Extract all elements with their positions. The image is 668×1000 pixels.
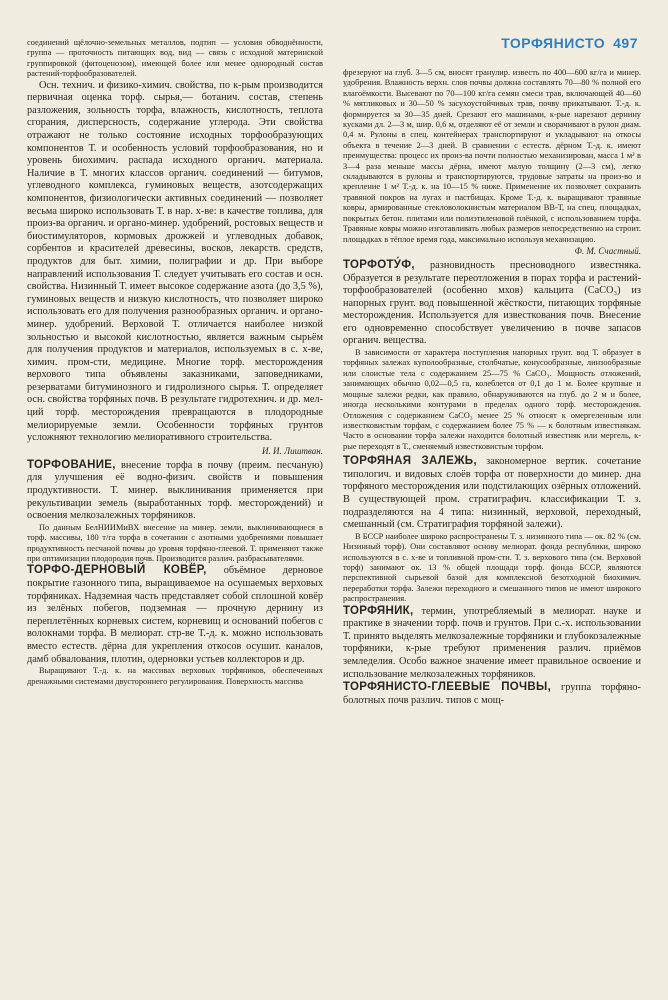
entry-headword: ТОРФЯНИК, [343,604,414,617]
entry-text: группа торфяно-болотных почв различ. типов с мощ- [343,682,641,706]
left-column [27,38,323,687]
paragraph: Выращивают Т.-д. к. на массивах верховых торфяников, обеспеченных дренажными системами двустороннего регулирования. Поверхность массива [27,666,323,686]
entry-torfyanaya-zalezh [343,455,641,532]
paragraph: В зависимости от характера поступления напорных грунт. вод Т. образует в торфяных залежах куполообразные, столбчатые, конусообразные, линзообразные или слоистые тела с содержанием 25—75 % CaCO₃. Мощность отложений, занимающих обычно 0,02—0,5 га, колеблется от 0,1 до 1 м. Более крупные и мощные залежи редки, как правило, обнаруживаются на глуб. до 2 м и более, иногда несколькими контурами в пределах одного торф. месторождения. Отложения с содержанием CaCO₃ менее 25 % относят к омергеленным или известковистым торфам, с содержанием более 75 % — к болотным известнякам. Часто в основании торфа залежи находится болотный известняк или мергель, к-рые переходят в Т., сменяемый известковистым торфом. [343,348,641,451]
entry-torfotuf [343,259,641,348]
paragraph: По данным БелНИИМиВХ внесение на минер. земли, выклинивающиеся в торф. массивы, 180 т/га торфа в сочетании с азотными удобрениями повышает продуктивность песчаной почвы до уровня торфяно-глеевой. Т. применяют также при оптимизации плодородия почв. Производится различ. разбрасывателями. [27,522,323,564]
entry-headword: ТОРФЯНАЯ ЗАЛЕЖЬ, [343,455,477,468]
entry-headword: ТОРФОВАНИЕ, [27,458,116,471]
paragraph: фрезеруют на глуб. 3—5 см, вносят гранулир. известь по 400—600 кг/га и минер. удобрения. Влажность верхн. слоя почвы должна составлять 70—80 % полной его влагоёмкости. Высевают по 70—100 кг/га семян смеси трав, включающей 40—60 % мятликовых и 30—50 % засухоустойчивых трав, почву прикатывают. Т.-д. к. формируется за 30—35 дней. Срезают его машинами, к-рые нарезают дернину кусками дл. 2—3 м, шир. 0,6 м, отделяют её от земли и сворачивают в рулон диам. 0,4 м. Рулоны в спец. контейнерах транспортируют и укладывают на откосы объекта в течение 2—3 дней. В сравнении с естеств. дёрном Т.-д. к. имеют преимущества: процесс их произ-ва почти полностью механизирован, масса 1 м² в 3—4 раза меньше массы дёрна, имеют малую толщину (2—3 см), легко складываются в рулоны и транспортируются, трудовые затраты на произ-во и крепление 1 м² Т.-д. к. на 10—15 % ниже. Применение их позволяет сохранить травяной покров на лугах и пастбищах. Кроме Т.-д. к. выращивают травяные ковры, армированные стекловолокнистым материалом ВВ-Т, на спец. площадках, покрытых бетон. плитами или полиэтиленовой плёнкой, с использованием торфа. Травяные ковры можно изготавливать любых размеров непосредственно на строит. площадках в тёплое время года, максимально используя механизацию. [343,68,641,244]
entry-headword: ТОРФОТУ́Ф, [343,258,415,271]
running-headword: ТОРФЯНИСТО [501,35,606,51]
paragraph: Осн. технич. и физико-химич. свойства, по к-рым производится первичная оценка торф. сырья,— ботанич. состав, степень разложения, зольность торфа, влажность, кислотность, теплота сгорания, дисперсность, содержание углерода. Эти свойства отражают не только состояние исходных торфообразующих компонентов Т. и особенность условий торфообразования, но и уровень биохимич. распада исходного органич. материала. Наличие в Т. многих классов органич. соединений — битумов, углеводного комплекса, гуминовых веществ, азотсодержащих компонентов, физиологически активных соединений — позволяет весьма широко использовать Т. в нар. х-ве: в качестве топлива, для произ-ва органич. и органо-минер. удобрений, ростовых веществ и биостимуляторов, кормовых дрожжей и углеводных добавок, сорбентов и красителей древесины, восков, лекарств. средств, продуктов для быт. химии, полиграфии и др. При выборе направлений использования Т. следует учитывать его состав и осн. свойства. Низинный Т. имеет высокое содержание азота (до 3,5 %), гуминовых веществ и низкую кислотность, что позволяет широко использовать его для получения разнообразных органич. и органо-минер. удобрений. Верховой Т. отличается наиболее низкой зольностью и высокой кислотностью, является важным сырьём для получения продуктов и материалов, используемых в с. х-ве, химич. пром-сти, медицине. Многие торф. месторождения верхового типа объявлены заказниками, заповедниками, резерватами битуминозного и гидролизного сырья. Т. определяет осн. свойства торфяных почв. В результате гидротехнич. и др. мел-ций торф. месторождения превращаются в плодородные мелиорируемые земли. Особенности торфяных грунтов усложняют технологию мелиоративного строительства. [27,79,323,444]
paragraph: В БССР наиболее широко распространены Т. з. низинного типа — ок. 82 % (см. Низинный торф). Они составляют основу мелиорат. фонда республики, широко используются в с. х-ве и топливной пром-сти. Т. з. верхового типа (см. Верховой торф) занимают ок. 13 % общей площади торф. фонда БССР, являются перспективной сырьевой базой для комплексной безотходной биохимич. переработки торфа. Залежи переходного и смешанного типов не имеют широкого распространения. [343,531,641,604]
entry-text: объёмное дерновое покрытие газонного типа, выращиваемое на осушаемых верховых торфяниках. Надземная часть представляет собой сплошной ковёр из зелёных побегов, подземная — прочную дернину из переплетённых корневых систем, корневищ и оснований побегов с волокнами торфа. В мелиорат. стр-ве Т.-д. к. можно использовать вместо естеств. дёрна для укрепления откосов осушит. каналов, дамб обвалования, плотин, одерновки устьев коллекторов и др. [27,565,323,665]
paragraph: соединений щёлочно-земельных металлов, подтип — условия обводнённости, группа — проточность питающих вод, вид — связь с исходной материнской группировкой (фитоценозом), имеющей более или менее однородный состав растений-торфообразователей. [27,38,323,79]
entry-text: внесение торфа в почву (преим. песчаную) для улучшения её водно-физич. свойств и повышения продуктивности. Т. минер. выклинивания применяется при рекультивации земель (выработанных торф. месторождений) и освоения мелкозалежных торфяников. [27,459,323,522]
entry-torfo-dernovy-kover [27,564,323,666]
entry-text: разновидность пресноводного известняка. Образуется в результате переотложения в порах торфа и растений-торфообразователей (особенно мхов) кальцита (CaCO₃) из напорных грунт. вод повышенной жёсткости, питающих торфяные месторождения. Используется для известкования почв. Внесение его одновременно способствует увеличению в почве запасов органич. вещества. [343,259,641,347]
entry-text: закономерное вертик. сочетание типологич. и видовых слоёв торфа от поверхности до минер. дна торфяного месторождения или подстилающих озёрных отложений. В существующей пром. стратиграфич. классификации Т. з. подразделяются на 4 типа: низинный, верховой, переходный, смешанный (см. Стратиграфия торфяной залежи). [343,456,641,531]
entry-torfovanie [27,459,323,523]
author-signature: И. И. Лиштван. [262,445,323,456]
entry-torfyanisto-gleevye-pochvy [343,681,641,707]
author-signature: Ф. М. Счастный. [574,245,641,256]
running-header [501,35,638,51]
page-number: 497 [613,35,638,51]
entry-torfyanik [343,605,641,682]
entry-headword: ТОРФЯНИСТО-ГЛЕЕВЫЕ ПОЧВЫ, [343,681,552,694]
entry-text: термин, употребляемый в мелиорат. науке и практике в значении торф. почв и грунтов. При с.-х. использовании Т. принято выделять мелкозалежные торфяники и глубокозалежные торфяники, к-рые требуют применения различ. приёмов земледелия. Особо важное значение имеет правильное освоение и использование мелкозалежных торфяников. [343,605,641,680]
entry-headword: ТОРФО-ДЕРНОВЫЙ КОВЁР, [27,564,207,577]
right-column [343,68,641,707]
